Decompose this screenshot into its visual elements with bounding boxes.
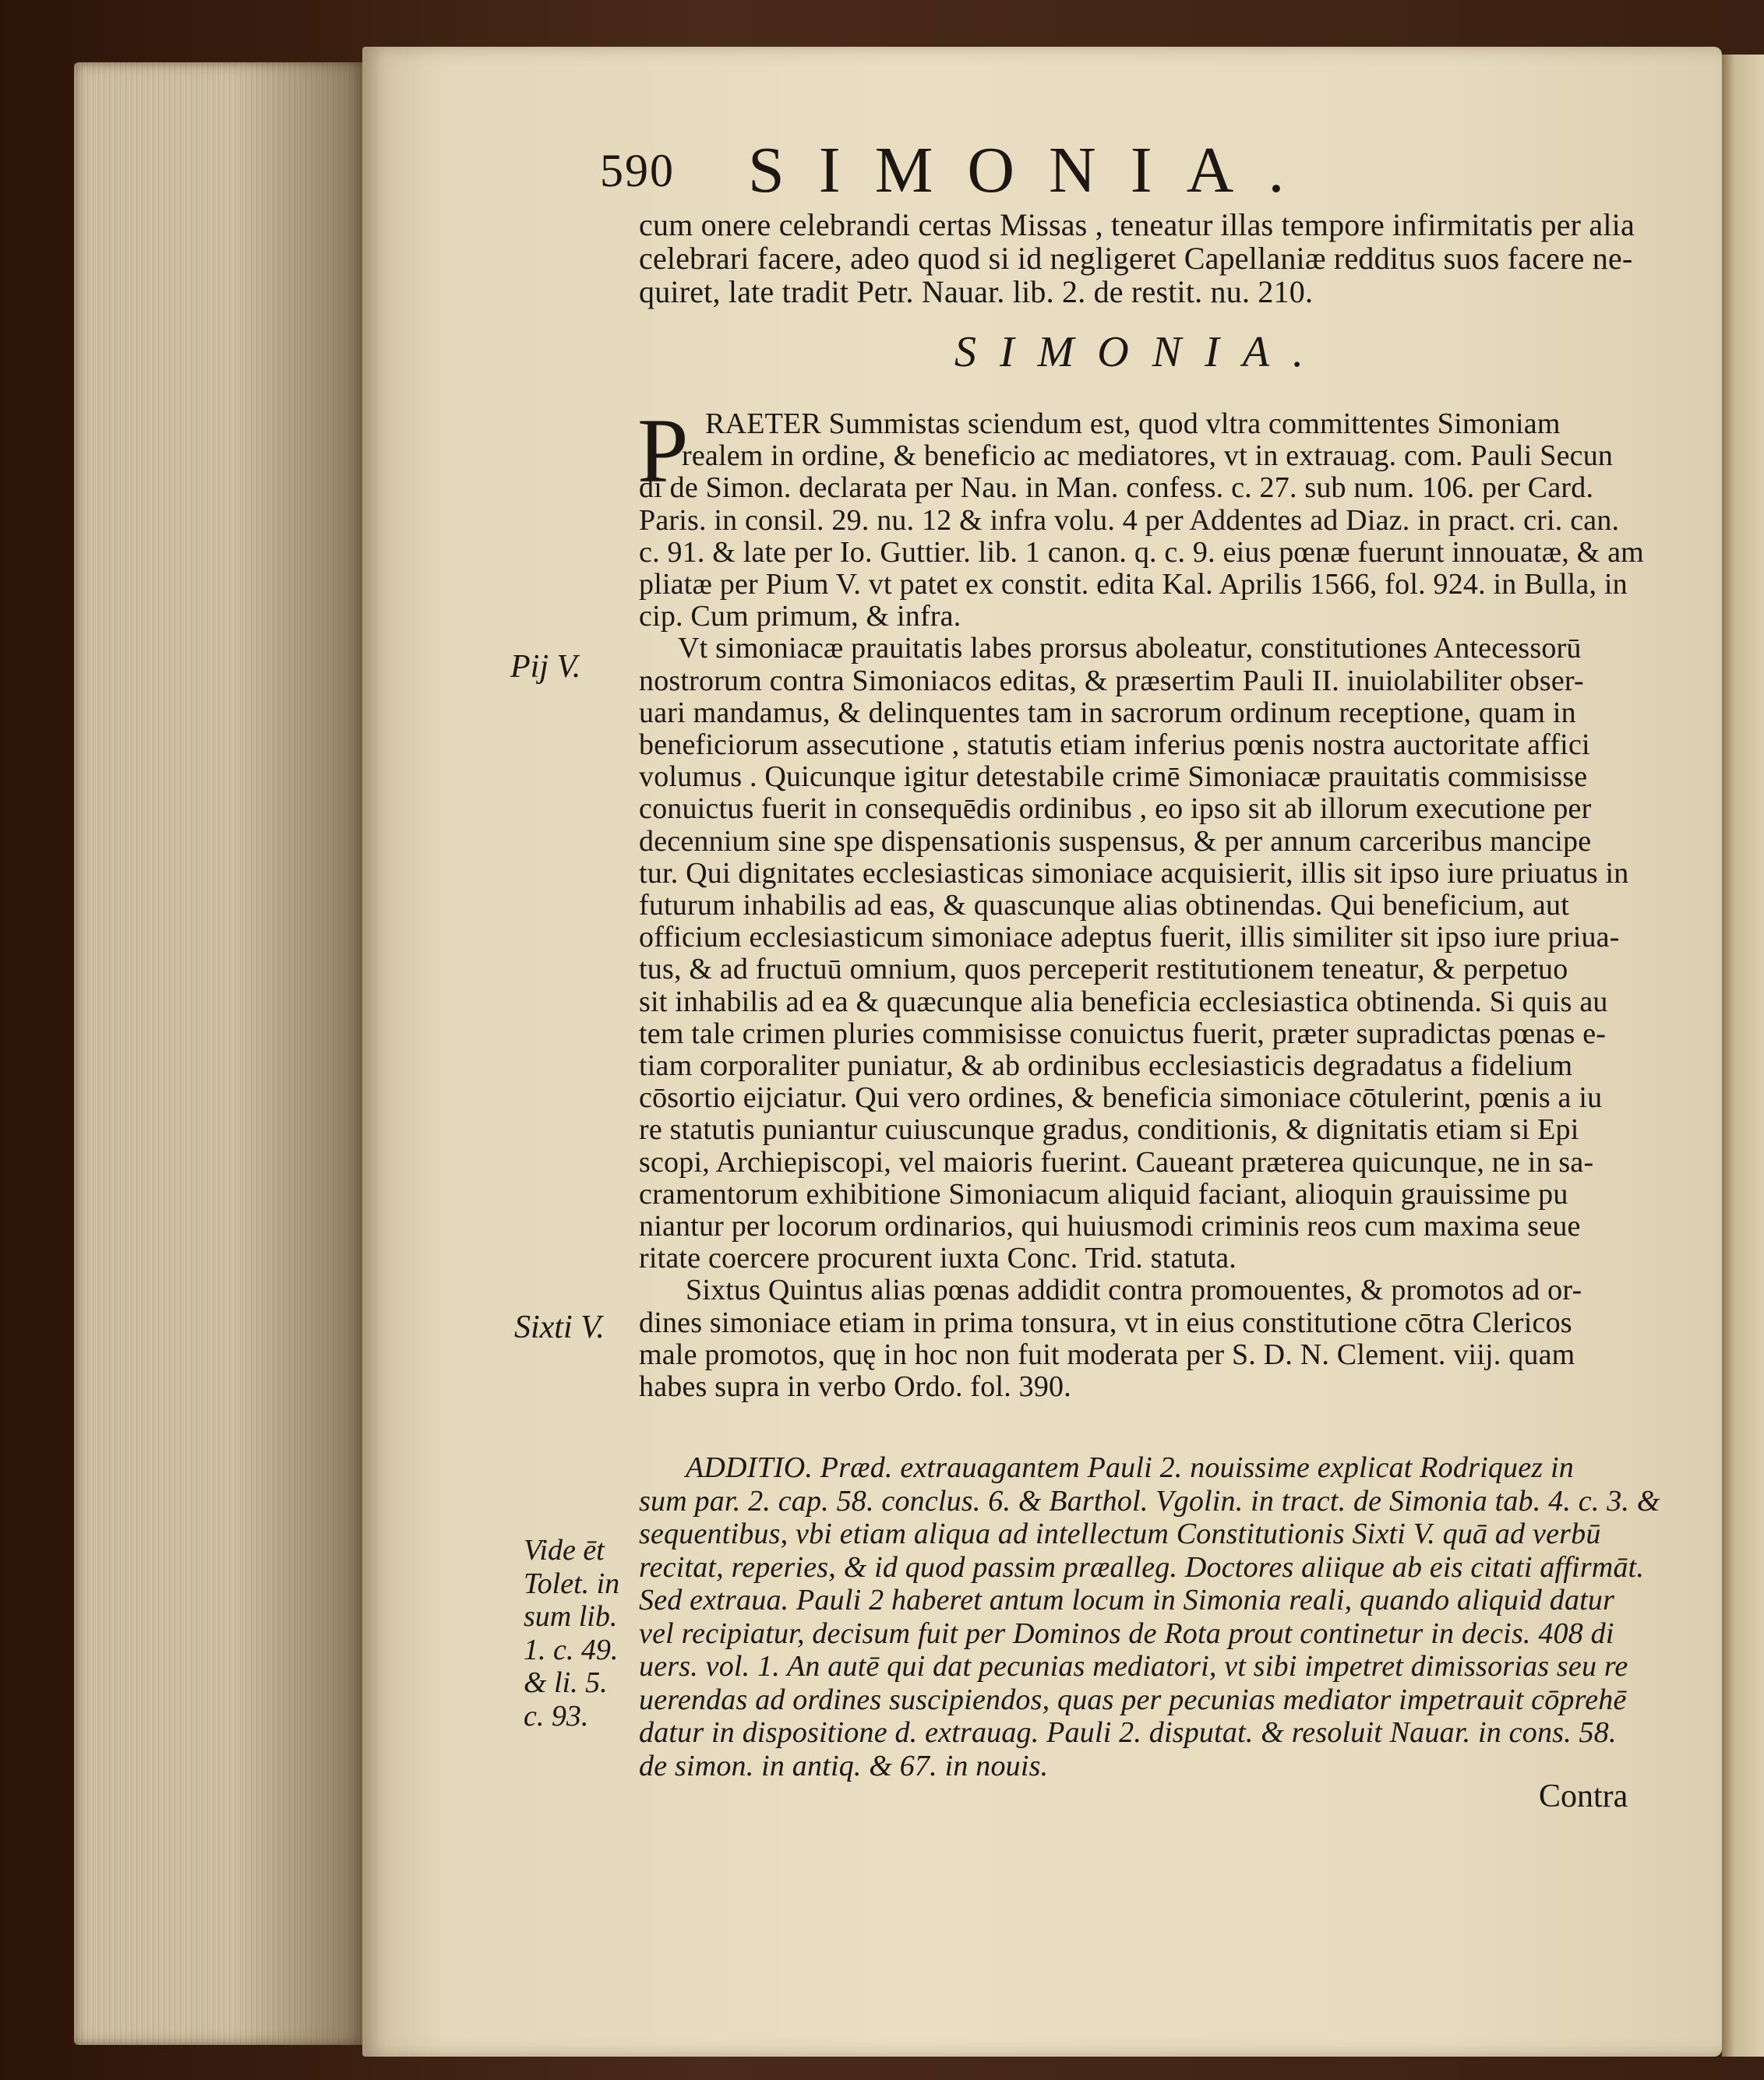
text-line: Sixtus Quintus alias pœnas addidit contra promouentes, & promotos ad or- — [686, 1274, 1582, 1307]
text-line: conuictus fuerit in consequēdis ordinibus , eo ipso sit ab illorum executione per — [639, 792, 1592, 826]
text-line: ADDITIO. Præd. extrauagantem Pauli 2. nouissime explicat Rodriquez in — [686, 1451, 1574, 1484]
text-line: pliatæ per Pium V. vt patet ex constit. edita Kal. Aprilis 1566, fol. 924. in Bulla, in — [639, 568, 1628, 601]
text-line: tiam corporaliter puniatur, & ab ordinibus ecclesiasticis degradatus a fidelium — [639, 1049, 1573, 1082]
text-line: habes supra in verbo Ordo. fol. 390. — [639, 1370, 1071, 1403]
text-line: RAETER Summistas sciendum est, quod vltra committentes Simoniam — [705, 407, 1561, 440]
text-line: scopi, Archiepiscopi, vel maioris fuerint. Caueant præterea quicunque, ne in sa- — [639, 1145, 1594, 1179]
margin-note-sixtus: Sixti V. — [514, 1310, 605, 1345]
text-line: futurum inhabilis ad eas, & quascunque alias obtinendas. Qui beneficium, aut — [639, 889, 1569, 922]
page-number: 590 — [600, 145, 675, 196]
text-line: ritate coercere procurent iuxta Conc. Trid. statuta. — [639, 1242, 1237, 1275]
text-line: c. 91. & late per Io. Guttier. lib. 1 canon. q. c. 9. eius pœnæ fuerunt innouatæ, & am — [639, 535, 1644, 569]
text-line: de simon. in antiq. & 67. in nouis. — [639, 1749, 1049, 1782]
text-line: tem tale crimen pluries commisisse conuictus fuerit, præter supradictas pœnas e- — [639, 1017, 1607, 1050]
text-line: celebrari facere, adeo quod si id negligeret Capellaniæ redditus suos facere ne- — [639, 241, 1633, 276]
text-line: tur. Qui dignitates ecclesiasticas simoniace acquisierit, illis sit ipso iure priuatus in — [639, 856, 1629, 890]
text-line: Sed extraua. Pauli 2 haberet antum locum in Simonia reali, quando aliquid datur — [639, 1584, 1615, 1616]
text-line: uari mandamus, & delinquentes tam in sacrorum ordinum receptione, quam in — [639, 696, 1576, 729]
text-line: Vt simoniacæ prauitatis labes prorsus aboleatur, constitutiones Antecessorū — [678, 632, 1582, 665]
text-line: male promotos, quę in hoc non fuit moderata per S. D. N. Clement. viij. quam — [639, 1338, 1575, 1371]
margin-note-line: Vide ēt — [524, 1534, 605, 1567]
text-line: nostrorum contra Simoniacos editas, & præsertim Pauli II. inuiolabiliter obser- — [639, 664, 1584, 697]
margin-note-line: sum lib. — [524, 1600, 618, 1633]
text-line: di de Simon. declarata per Nau. in Man. confess. c. 27. sub num. 106. per Card. — [639, 471, 1594, 505]
running-title: SIMONIA. — [748, 134, 1319, 206]
text-line: vel recipiatur, decisum fuit per Dominos de Rota prout continetur in decis. 408 di — [639, 1616, 1614, 1650]
facing-page-sliver — [1722, 55, 1764, 2057]
section-heading: SIMONIA. — [954, 328, 1327, 376]
text-line: datur in dispositione d. extrauag. Pauli 2. disputat. & resoluit Nauar. in cons. 58. — [639, 1716, 1617, 1749]
text-line: tus, & ad fructuū omnium, quos perceperit restitutionem teneatur, & perpetuo — [639, 953, 1568, 986]
text-line: uerendas ad ordines suscipiendos, quas per pecunias mediator impetrauit cōprehē — [639, 1683, 1627, 1716]
text-line: uers. vol. 1. An autē qui dat pecunias mediatori, vt sibi impetret dimissorias seu re — [639, 1650, 1628, 1683]
text-line: Paris. in consil. 29. nu. 12 & infra volu. 4 per Addentes ad Diaz. in pract. cri. can. — [639, 503, 1620, 537]
text-line: re statutis puniantur cuiuscunque gradus, conditionis, & dignitatis etiam si Epi — [639, 1113, 1579, 1147]
text-line: recitat, reperies, & id quod passim præalleg. Doctores aliique ab eis citati affirmāt. — [639, 1550, 1645, 1584]
text-line: beneficiorum assecutione , statutis etiam inferius pœnis nostra auctoritate affici — [639, 728, 1590, 761]
text-line: sit inhabilis ad ea & quæcunque alia beneficia ecclesiastica obtinenda. Si quis au — [639, 985, 1608, 1018]
margin-note-line: 1. c. 49. — [524, 1633, 619, 1666]
text-line: dines simoniace etiam in prima tonsura, vt in eius constitutione cōtra Clericos — [639, 1306, 1572, 1339]
text-line: cramentorum exhibitione Simoniacum aliquid faciant, alioquin grauissime pu — [639, 1177, 1568, 1211]
catchword: Contra — [1539, 1779, 1628, 1814]
text-line: sum par. 2. cap. 58. conclus. 6. & Barthol. Vgolin. in tract. de Simonia tab. 4. c. 3. & — [639, 1484, 1660, 1518]
text-line: niantur per locorum ordinarios, qui huiusmodi criminis reos cum maxima seue — [639, 1210, 1581, 1243]
margin-note-pius: Pij V. — [510, 649, 581, 685]
text-line: cōsortio eijciatur. Qui vero ordines, & beneficia simoniace cōtulerint, pœnis a iu — [639, 1081, 1603, 1115]
margin-note-line: & li. 5. — [524, 1666, 608, 1699]
text-line: realem in ordine, & beneficio ac mediatores, vt in extrauag. com. Pauli Secun — [682, 439, 1614, 473]
gutter-shadow — [234, 62, 370, 2045]
margin-note-line: c. 93. — [524, 1699, 589, 1733]
text-line: volumus . Quicunque igitur detestabile crimē Simoniacæ prauitatis commisisse — [639, 760, 1588, 794]
text-line: cip. Cum primum, & infra. — [639, 600, 961, 633]
margin-note-line: Tolet. in — [524, 1567, 620, 1600]
text-line: quiret, late tradit Petr. Nauar. lib. 2. de restit. nu. 210. — [639, 274, 1314, 309]
text-line: sequentibus, vbi etiam aliqua ad intellectum Constitutionis Sixti V. quā ad verbū — [639, 1518, 1601, 1550]
text-line: decennium sine spe dispensationis suspensus, & per annum carceribus mancipe — [639, 824, 1592, 858]
text-line: officium ecclesiasticum simoniace adeptus fuerit, illis similiter sit ipso iure priua- — [639, 921, 1620, 954]
drop-capital: P — [637, 400, 689, 502]
text-line: cum onere celebrandi certas Missas , teneatur illas tempore infirmitatis per alia — [639, 207, 1635, 242]
